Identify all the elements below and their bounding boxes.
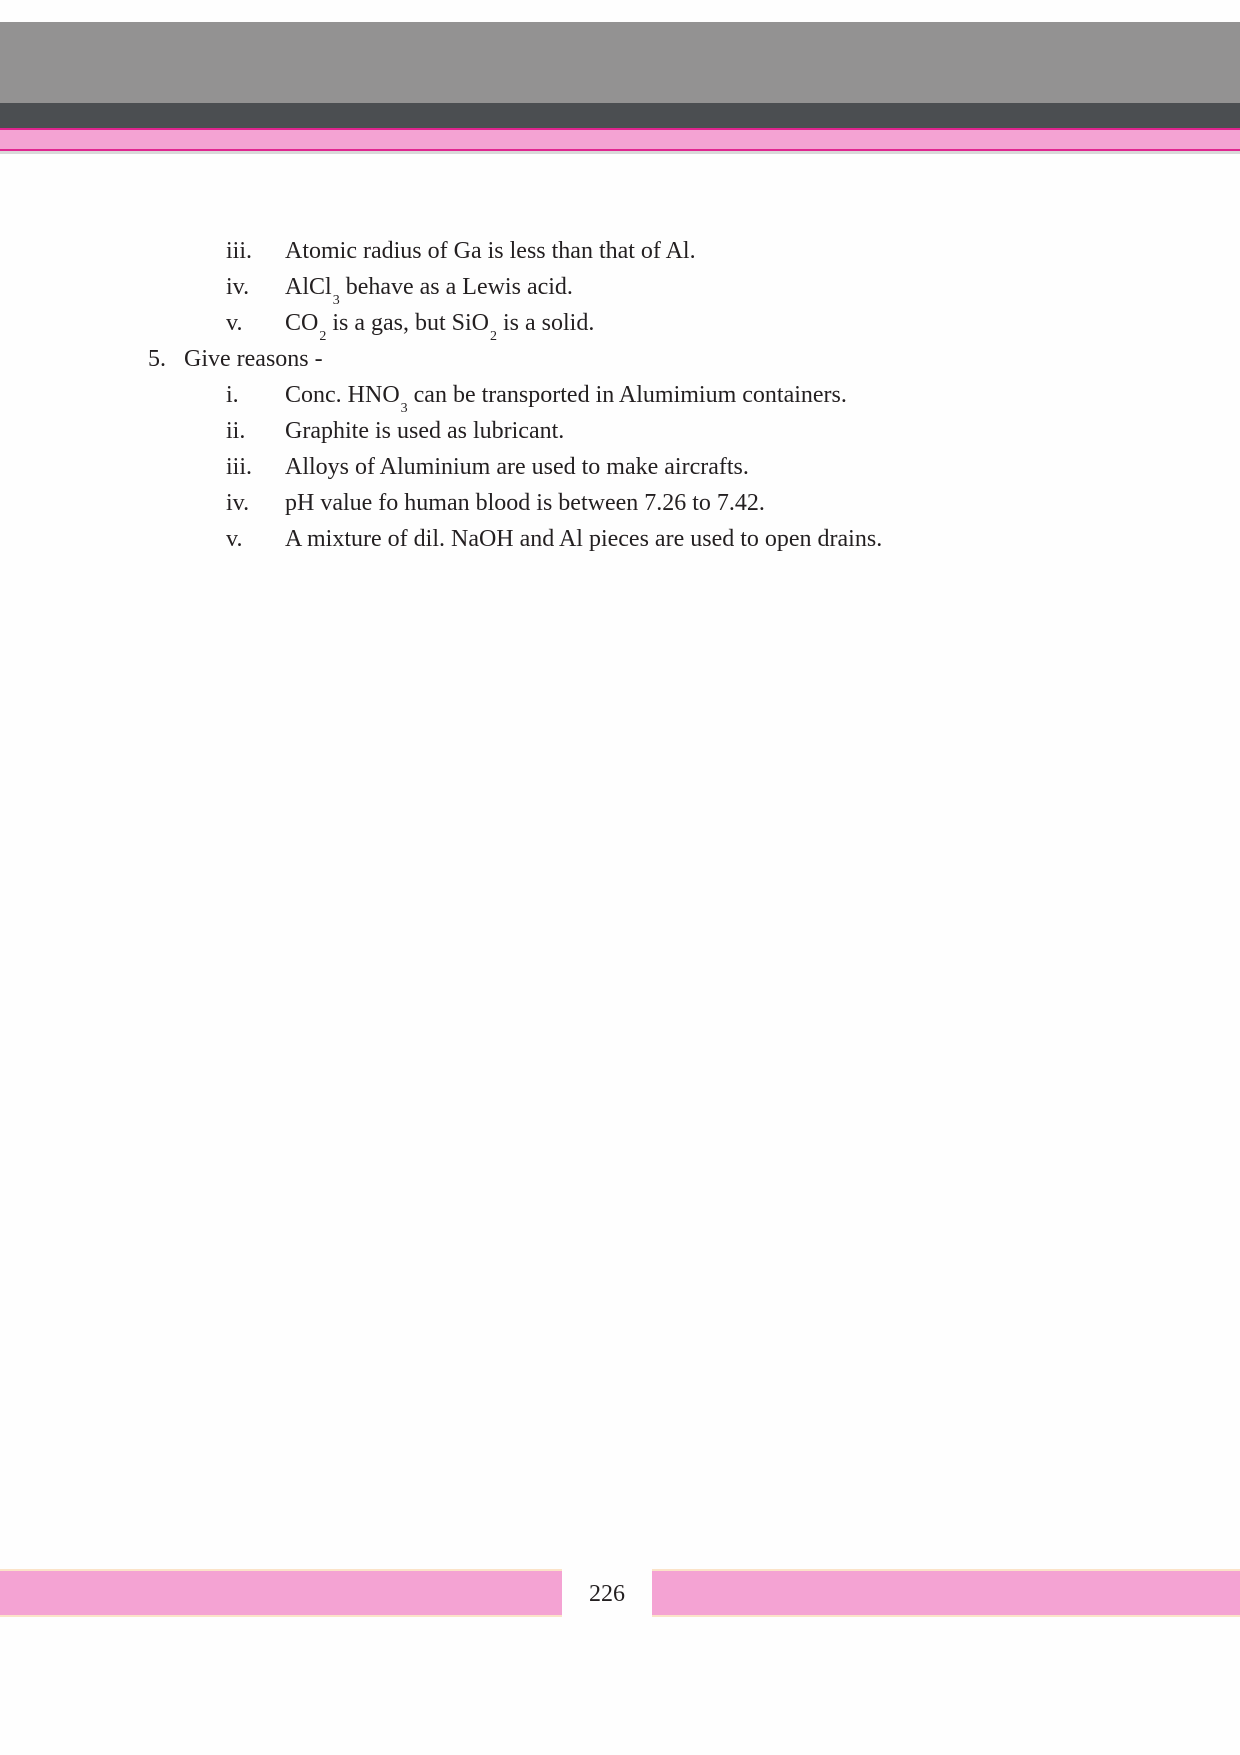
item-number: iii. <box>226 454 253 480</box>
text-run: pH value fo human blood is between 7.26 to 7.42. <box>285 490 765 516</box>
item-text <box>285 452 749 482</box>
item-number: ii. <box>226 418 246 444</box>
question-label: Give reasons - <box>184 346 323 372</box>
item-text <box>285 236 696 266</box>
page-header-band <box>0 22 1240 154</box>
text-run: CO <box>285 310 319 336</box>
text-run: Atomic radius of Ga is less than that of Al. <box>285 238 696 264</box>
text-run: Graphite is used as lubricant. <box>285 418 565 444</box>
header-dark-bar <box>0 103 1240 128</box>
subscript-text: 3 <box>332 293 340 308</box>
text-run: behave as a Lewis acid. <box>339 274 573 300</box>
subscript-text: 3 <box>400 401 408 416</box>
header-gray-bar <box>0 22 1240 103</box>
subscript-text: 2 <box>319 329 327 344</box>
page-number: 226 <box>589 1581 625 1607</box>
text-run: A mixture of dil. NaOH and Al pieces are used to open drains. <box>285 526 883 552</box>
text-run: AlCl <box>285 274 332 300</box>
item-number: v. <box>226 310 243 336</box>
item-number: v. <box>226 526 243 552</box>
text-run: is a gas, but SiO <box>326 310 490 336</box>
item-number: iv. <box>226 490 250 516</box>
item-number: iii. <box>226 238 253 264</box>
item-number: i. <box>226 382 239 408</box>
footer-pink-bar-left <box>0 1569 562 1617</box>
header-shadow-line <box>0 151 1240 154</box>
item-text <box>285 308 594 342</box>
item-number: iv. <box>226 274 250 300</box>
item-text <box>285 380 847 414</box>
subscript-text: 2 <box>490 329 498 344</box>
text-run: Conc. HNO <box>285 382 400 408</box>
page-footer <box>0 1569 1240 1617</box>
text-run: Alloys of Aluminium are used to make aircrafts. <box>285 454 749 480</box>
item-text <box>285 524 882 554</box>
text-run: is a solid. <box>497 310 595 336</box>
header-pink-stripe <box>0 128 1240 151</box>
footer-pink-bar-right <box>652 1569 1240 1617</box>
item-text <box>285 272 573 306</box>
item-text <box>285 416 564 446</box>
item-text <box>285 488 765 518</box>
question-number: 5. <box>148 346 166 372</box>
text-run: can be transported in Alumimium containers. <box>407 382 847 408</box>
